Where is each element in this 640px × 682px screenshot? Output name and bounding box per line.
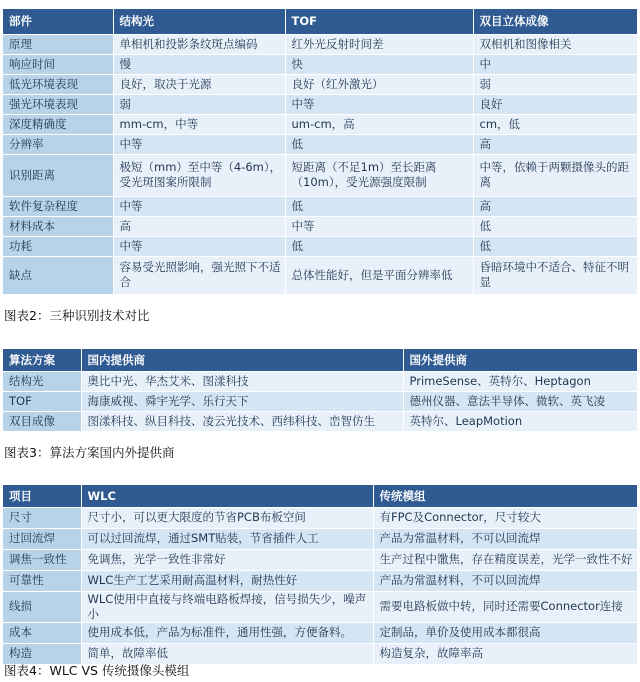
table-cell: 双相机和图像相关 — [473, 34, 637, 54]
table-cell: 中等 — [285, 94, 473, 114]
table-cell: 低 — [473, 236, 637, 256]
table-cell: 可以过回流焊，通过SMT贴装，节省插件人工 — [81, 528, 373, 549]
row-label-cell: 深度精确度 — [3, 114, 113, 134]
row-label-cell: 强光环境表现 — [3, 94, 113, 114]
table-cell: 红外光反射时间差 — [285, 34, 473, 54]
table-cell: 有FPC及Connector，尺寸较大 — [373, 507, 637, 528]
table-cell: 构造复杂，故障率高 — [373, 643, 637, 664]
table-cell: 高 — [113, 216, 285, 236]
table-cell: WLC使用中直接与终端电路板焊接，信号损失少，噪声小 — [81, 591, 373, 622]
table-row — [3, 134, 637, 154]
table-cell: 良好（红外激光） — [285, 74, 473, 94]
header-cell: 结构光 — [113, 9, 285, 34]
row-label-cell: 过回流焊 — [3, 528, 81, 549]
figure-caption: 图表4：WLC VS 传统摄像头模组 — [4, 663, 190, 678]
row-label-cell: 双目成像 — [3, 411, 81, 431]
table-cell: 德州仪器、意法半导体、微软、英飞凌 — [403, 391, 637, 411]
table-cell: 良好 — [473, 94, 637, 114]
table-cell: 图漾科技、纵目科技、凌云光技术、西纬科技、峦智仿生 — [81, 411, 403, 431]
header-cell: 双目立体成像 — [473, 9, 637, 34]
row-label-cell: 结构光 — [3, 371, 81, 391]
table-cell: 中等 — [285, 216, 473, 236]
table-cell: 奥比中光、华杰艾米、图漾科技 — [81, 371, 403, 391]
table-row — [3, 591, 637, 622]
header-cell: TOF — [285, 9, 473, 34]
header-cell: 国外提供商 — [403, 349, 637, 371]
table-row — [3, 196, 637, 216]
table-cell: 低 — [285, 134, 473, 154]
table-row — [3, 54, 637, 74]
table-row — [3, 391, 637, 411]
table-cell: 中等 — [113, 134, 285, 154]
header-cell: 算法方案 — [3, 349, 81, 371]
table-row — [3, 570, 637, 591]
table-row — [3, 371, 637, 391]
table-cell: 容易受光照影响，强光照下不适合 — [113, 256, 285, 294]
row-label-cell: TOF — [3, 391, 81, 411]
row-label-cell: 构造 — [3, 643, 81, 664]
table-cell: mm-cm，中等 — [113, 114, 285, 134]
table-row — [3, 154, 637, 196]
header-cell: 传统模组 — [373, 485, 637, 507]
row-label-cell: 分辨率 — [3, 134, 113, 154]
table-row — [3, 549, 637, 570]
row-label-cell: 线损 — [3, 591, 81, 622]
table-header-row — [3, 485, 637, 507]
table-cell: 免调焦，光学一致性非常好 — [81, 549, 373, 570]
provider-table — [3, 349, 637, 431]
table-row — [3, 216, 637, 236]
table-cell: 中等 — [113, 236, 285, 256]
table-cell: PrimeSense、英特尔、Heptagon — [403, 371, 637, 391]
table-cell: WLC生产工艺采用耐高温材料，耐热性好 — [81, 570, 373, 591]
row-label-cell: 低光环境表现 — [3, 74, 113, 94]
table-cell: 海康威视、舜宇光学、乐行天下 — [81, 391, 403, 411]
header-cell: WLC — [81, 485, 373, 507]
table-cell: 高 — [473, 134, 637, 154]
row-label-cell: 功耗 — [3, 236, 113, 256]
table-cell: 单相机和投影条纹斑点编码 — [113, 34, 285, 54]
table-cell: 中 — [473, 54, 637, 74]
table-row — [3, 236, 637, 256]
row-label-cell: 软件复杂程度 — [3, 196, 113, 216]
row-label-cell: 原理 — [3, 34, 113, 54]
table-row — [3, 411, 637, 431]
table-cell: 中等，依赖于两颗摄像头的距离 — [473, 154, 637, 196]
row-label-cell: 识别距离 — [3, 154, 113, 196]
comparison-table-1 — [3, 9, 637, 294]
table-cell: 产品为常温材料，不可以回流焊 — [373, 570, 637, 591]
table-row — [3, 507, 637, 528]
table-cell: 英特尔、LeapMotion — [403, 411, 637, 431]
table-cell: 昏暗环境中不适合、特征不明显 — [473, 256, 637, 294]
table-cell: 弱 — [473, 74, 637, 94]
table-cell: 慢 — [113, 54, 285, 74]
row-label-cell: 缺点 — [3, 256, 113, 294]
table-cell: 弱 — [113, 94, 285, 114]
table-row — [3, 34, 637, 54]
table-cell: 简单，故障率低 — [81, 643, 373, 664]
table-cell: 短距离（不足1m）至长距离（10m），受光源强度限制 — [285, 154, 473, 196]
table-cell: 生产过程中馓焦，存在精度误差，光学一致性不好 — [373, 549, 637, 570]
table-row — [3, 74, 637, 94]
table-cell: 高 — [473, 196, 637, 216]
table-cell: 低 — [285, 196, 473, 216]
wlc-table — [3, 485, 637, 664]
table-cell: 需要电路板做中转，同时还需要Connector连接 — [373, 591, 637, 622]
table-row — [3, 528, 637, 549]
figure-caption: 图表3：算法方案国内外提供商 — [4, 445, 175, 460]
row-label-cell: 尺寸 — [3, 507, 81, 528]
table-cell: cm，低 — [473, 114, 637, 134]
table-header-row — [3, 9, 637, 34]
table-row — [3, 622, 637, 643]
table-cell: 极短（mm）至中等（4-6m），受光斑图案所限制 — [113, 154, 285, 196]
table-cell: 中等 — [113, 196, 285, 216]
table-cell: 良好，取决于光源 — [113, 74, 285, 94]
table-header-row — [3, 349, 637, 371]
table-cell: 总体性能好，但是平面分辨率低 — [285, 256, 473, 294]
table-row — [3, 256, 637, 294]
row-label-cell: 材料成本 — [3, 216, 113, 236]
header-cell: 部件 — [3, 9, 113, 34]
row-label-cell: 调焦一致性 — [3, 549, 81, 570]
table-cell: 低 — [285, 236, 473, 256]
row-label-cell: 可靠性 — [3, 570, 81, 591]
row-label-cell: 成本 — [3, 622, 81, 643]
table-cell: um-cm，高 — [285, 114, 473, 134]
header-cell: 项目 — [3, 485, 81, 507]
row-label-cell: 响应时间 — [3, 54, 113, 74]
table-cell: 低 — [473, 216, 637, 236]
table-cell: 尺寸小，可以更大限度的节省PCB布板空间 — [81, 507, 373, 528]
table-cell: 快 — [285, 54, 473, 74]
table-row — [3, 114, 637, 134]
figure-caption: 图表2：三种识别技术对比 — [4, 308, 150, 323]
table-cell: 产品为常温材料，不可以回流焊 — [373, 528, 637, 549]
table-row — [3, 94, 637, 114]
table-cell: 定制品，单价及使用成本都很高 — [373, 622, 637, 643]
table-cell: 使用成本低，产品为标准件，通用性强，方便备料。 — [81, 622, 373, 643]
header-cell: 国内提供商 — [81, 349, 403, 371]
